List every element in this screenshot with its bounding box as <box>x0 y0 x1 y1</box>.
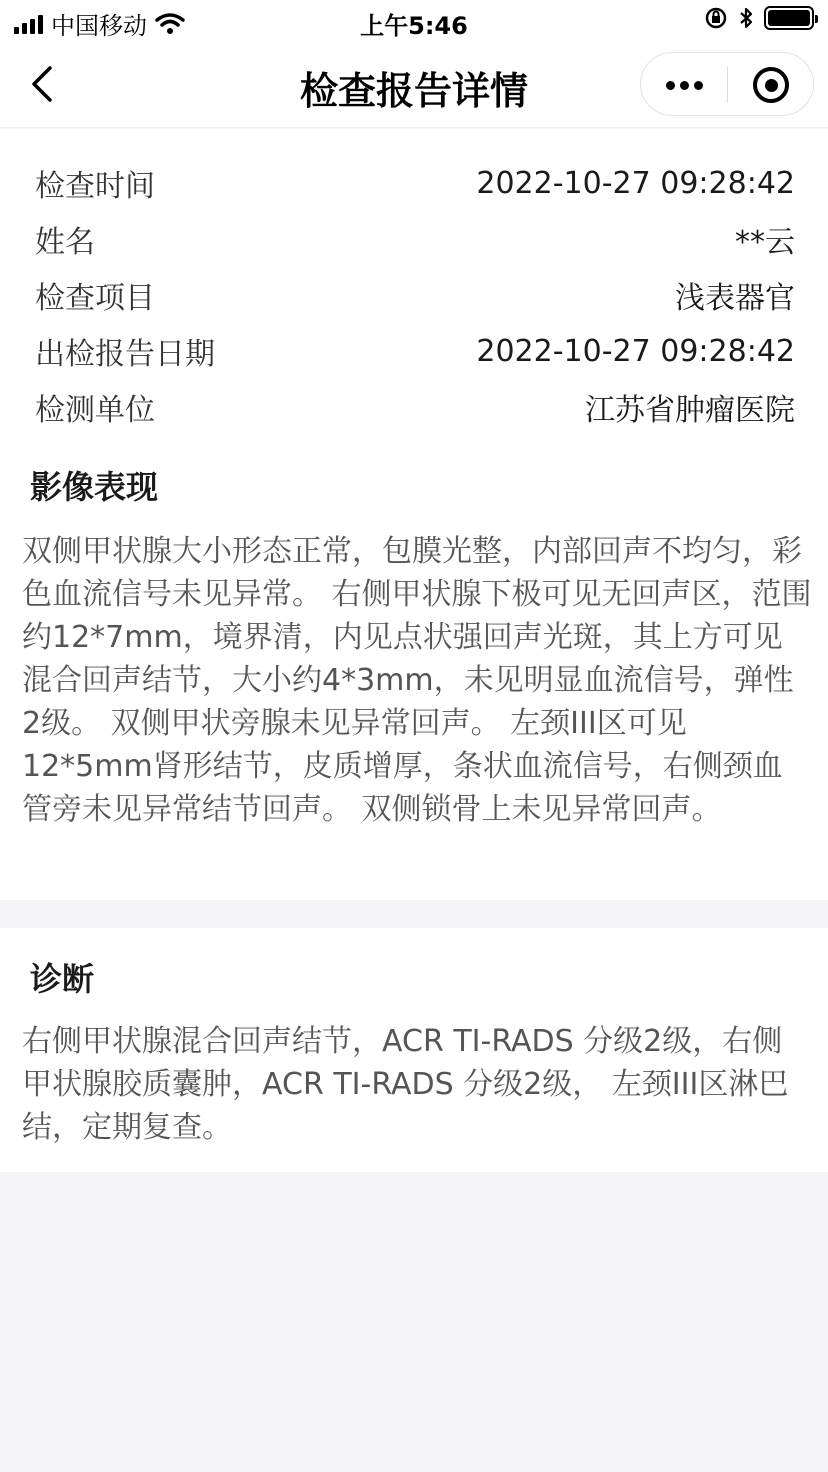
mini-program-capsule <box>640 52 814 116</box>
imaging-title: 影像表现 <box>30 468 159 506</box>
close-ring-icon <box>753 67 789 103</box>
battery-icon <box>764 6 814 30</box>
info-value: 江苏省肿瘤医院 <box>585 393 795 428</box>
info-label: 出检报告日期 <box>35 337 215 372</box>
bluetooth-icon <box>738 6 754 30</box>
info-value: 浅表器官 <box>675 281 795 316</box>
info-row-exam-item <box>35 267 795 323</box>
imaging-section <box>0 436 828 900</box>
diagnosis-body: 右侧甲状腺混合回声结节，ACR TI-RADS 分级2级，右侧甲状腺胶质囊肿，ACR TI-RADS 分级2级， 左颈III区淋巴结，定期复查。 <box>22 1024 789 1145</box>
status-bar <box>0 0 828 40</box>
info-value: 2022-10-27 09:28:42 <box>476 165 795 201</box>
info-label: 检查时间 <box>35 169 155 204</box>
info-label: 检测单位 <box>35 393 155 428</box>
info-row-name <box>35 211 795 267</box>
status-time: 上午5:46 <box>360 12 468 40</box>
close-button[interactable] <box>728 53 814 117</box>
more-button[interactable] <box>641 53 727 117</box>
status-right <box>704 6 814 30</box>
more-dots-icon <box>666 81 675 90</box>
info-label: 姓名 <box>35 225 95 260</box>
report-info-card <box>0 129 828 436</box>
diagnosis-section <box>0 928 828 1172</box>
rotation-lock-icon <box>704 6 728 30</box>
info-label: 检查项目 <box>35 281 155 316</box>
diagnosis-title: 诊断 <box>30 960 95 998</box>
info-row-report-date <box>35 323 795 379</box>
info-row-institution <box>35 379 795 435</box>
nav-bar <box>0 40 828 128</box>
imaging-body: 双侧甲状腺大小形态正常，包膜光整，内部回声不均匀，彩色血流信号未见异常。 右侧甲状腺下极可见无回声区，范围约12*7mm，境界清，内见点状强回声光斑，其上方可见混合回声结节，大小约4*3mm，未见明显血流信号，弹性2级。 双侧甲状旁腺未见异常回声。 左颈III区可见12*5mm肾形结节，皮质增厚，条状血流信号，右侧颈血管旁未见异常结节回声。 双侧锁骨上未见异常回声。 <box>22 534 812 827</box>
info-value: 2022-10-27 09:28:42 <box>476 333 795 369</box>
info-value: **云 <box>735 225 795 260</box>
carrier-label: 中国移动 <box>51 12 147 40</box>
page-title: 检查报告详情 <box>299 69 528 113</box>
info-row-exam-time <box>35 155 795 211</box>
